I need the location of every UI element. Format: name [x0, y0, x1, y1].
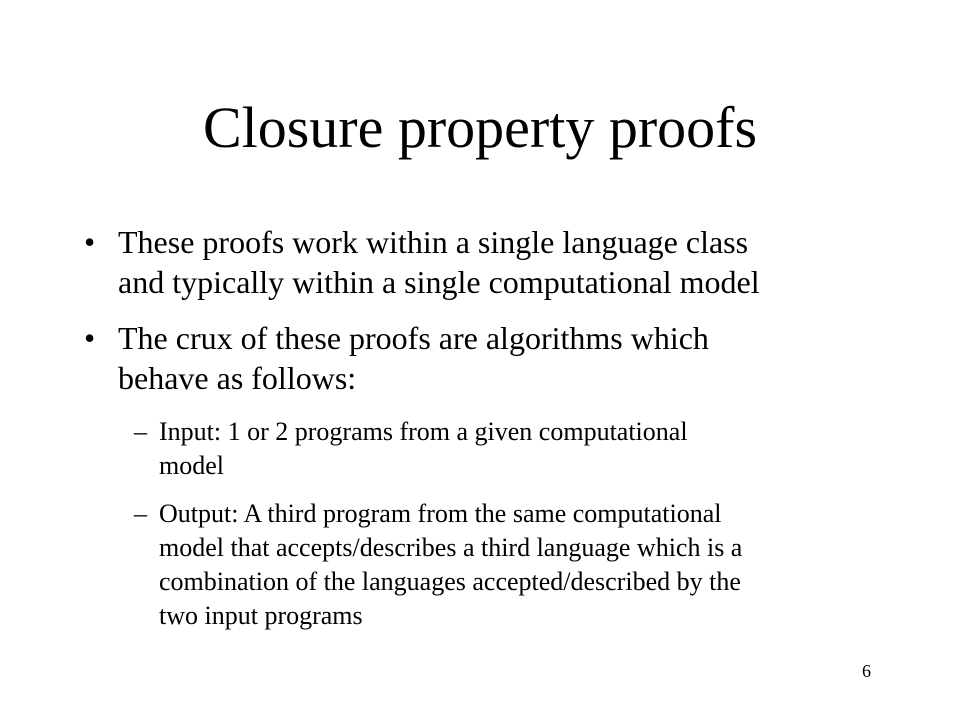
slide-title: Closure property proofs [202, 95, 758, 160]
bullet-line: The crux of these proofs are algorithms which [118, 320, 709, 356]
page-number: 6 [862, 661, 871, 681]
sub-bullet-line: model [159, 451, 224, 480]
dash-icon: – [134, 417, 147, 446]
sub-bullet-line: combination of the languages accepted/described by the [159, 567, 741, 596]
sub-bullet-line: Output: A third program from the same computational [159, 499, 722, 528]
sub-bullet-line: model that accepts/describes a third language which is a [159, 533, 743, 562]
dash-icon: – [134, 499, 147, 528]
bullet-icon: • [84, 320, 96, 356]
bullet-line: behave as follows: [118, 360, 357, 396]
bullet-line: and typically within a single computational model [118, 264, 760, 300]
sub-bullet-line: Input: 1 or 2 programs from a given computational [159, 417, 688, 446]
bullet-icon: • [84, 224, 96, 260]
sub-bullet-line: two input programs [159, 601, 363, 630]
bullet-line: These proofs work within a single language class [118, 224, 749, 260]
